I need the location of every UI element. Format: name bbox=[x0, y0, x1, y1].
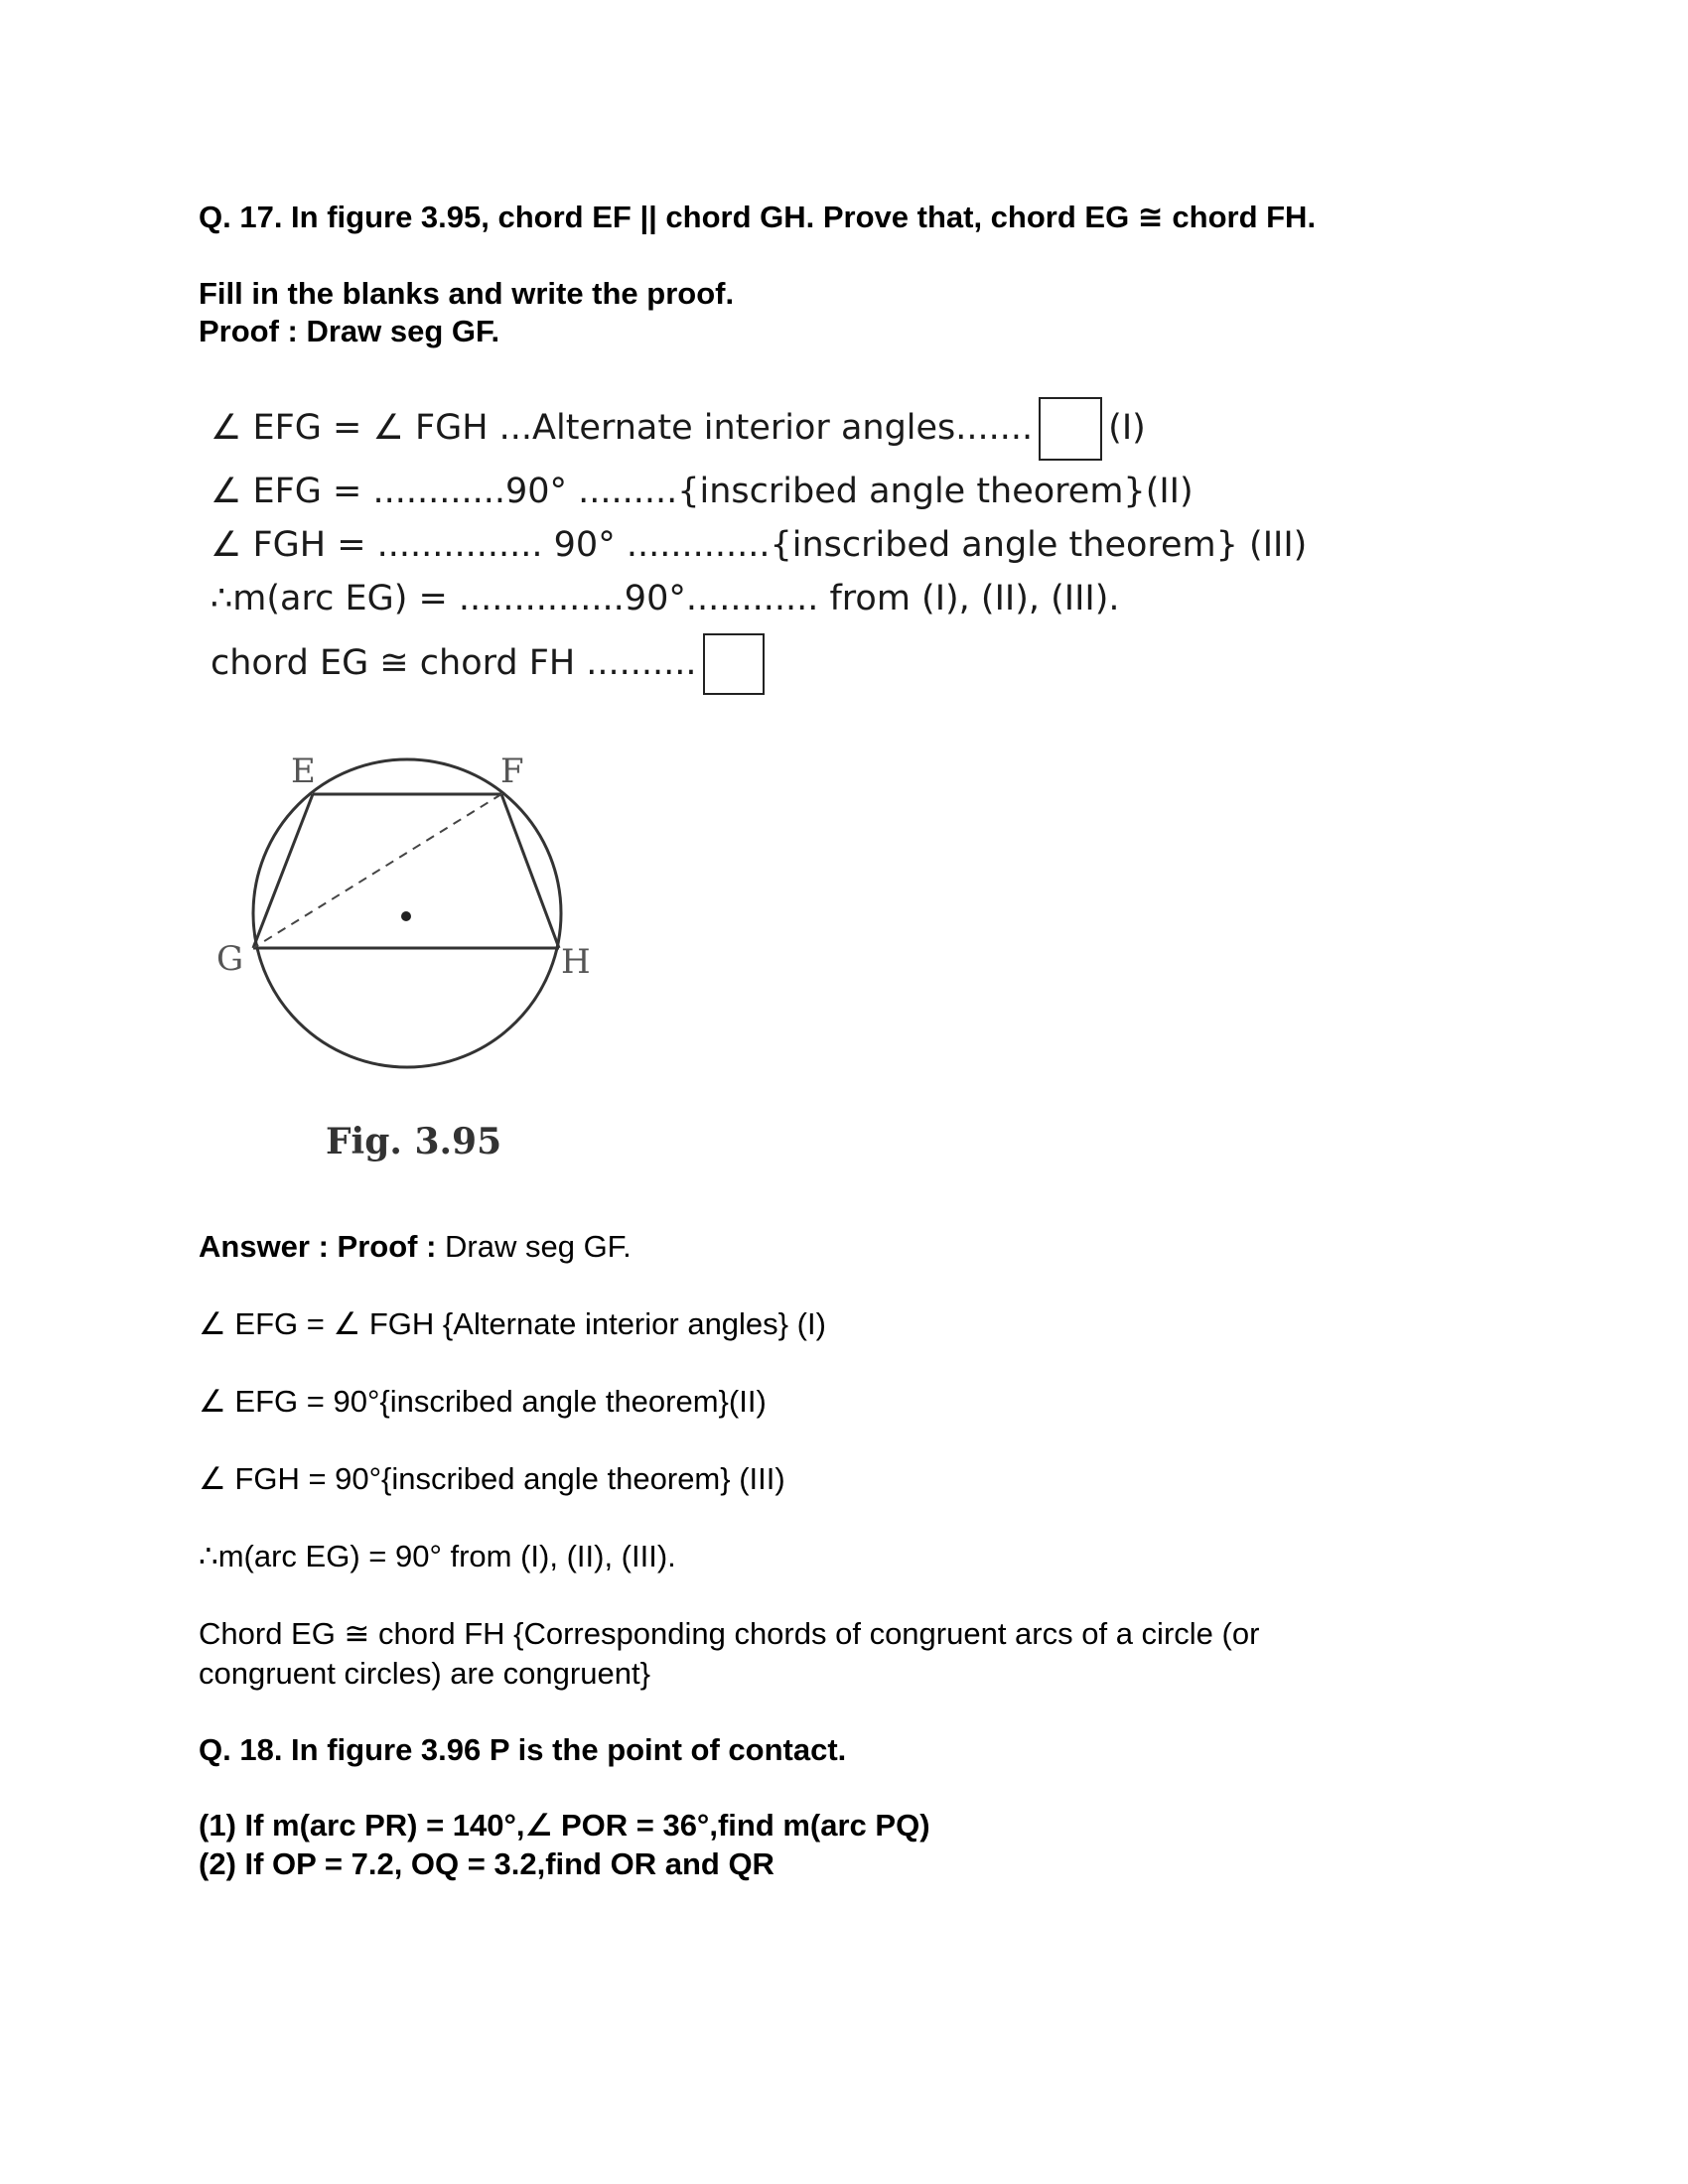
chord-eg bbox=[253, 794, 313, 948]
fill-line-4: ∴m(arc EG) = ...............90°............ from (I), (II), (III). bbox=[211, 579, 1120, 618]
instruction-text: Fill in the blanks and write the proof. bbox=[199, 276, 735, 311]
fill-line-2: ∠ EFG = ............90° .........{inscribed angle theorem}(II) bbox=[211, 472, 1194, 511]
question-18-part-2: (2) If OP = 7.2, OQ = 3.2,find OR and QR bbox=[199, 1846, 774, 1881]
fill-line-5 bbox=[211, 633, 771, 695]
fill-line-1-text: ∠ EFG = ∠ FGH ...Alternate interior angles....... bbox=[211, 408, 1034, 448]
answer-intro-text: Draw seg GF. bbox=[436, 1229, 632, 1264]
fill-line-3: ∠ FGH = ............... 90° .............{inscribed angle theorem} (III) bbox=[211, 525, 1308, 565]
answer-line-2: ∠ EFG = 90°{inscribed angle theorem}(II) bbox=[199, 1384, 767, 1419]
answer-label: Answer : Proof : bbox=[199, 1229, 437, 1264]
figure-3-95 bbox=[209, 747, 626, 1183]
answer-line-4: ∴m(arc EG) = 90° from (I), (II), (III). bbox=[199, 1539, 676, 1573]
fill-line-1-tail: (I) bbox=[1108, 408, 1146, 448]
center-point bbox=[401, 911, 411, 921]
fill-line-5-text: chord EG ≅ chord FH .......... bbox=[211, 643, 697, 683]
question-17-title: Q. 17. In figure 3.95, chord EF || chord GH. Prove that, chord EG ≅ chord FH. bbox=[199, 200, 1317, 234]
blank-box-2[interactable] bbox=[703, 633, 765, 695]
label-e: E bbox=[291, 751, 316, 791]
label-g: G bbox=[216, 939, 244, 979]
chord-fh bbox=[501, 794, 559, 948]
label-f: F bbox=[500, 751, 524, 791]
seg-gf-dashed bbox=[253, 794, 501, 948]
question-18-part-1: (1) If m(arc PR) = 140°,∠ POR = 36°,find m(arc PQ) bbox=[199, 1808, 930, 1843]
answer-line-5: Chord EG ≅ chord FH {Corresponding chords of congruent arcs of a circle (or congruent circles) are congruent} bbox=[199, 1616, 1260, 1691]
blank-box-1[interactable] bbox=[1039, 397, 1102, 461]
figure-caption: Fig. 3.95 bbox=[326, 1121, 502, 1162]
fill-line-1 bbox=[211, 397, 1146, 461]
question-18-title: Q. 18. In figure 3.96 P is the point of contact. bbox=[199, 1732, 847, 1767]
answer-line-1: ∠ EFG = ∠ FGH {Alternate interior angles} (I) bbox=[199, 1306, 826, 1341]
answer-line-3: ∠ FGH = 90°{inscribed angle theorem} (III) bbox=[199, 1461, 785, 1496]
answer-intro bbox=[199, 1227, 632, 1267]
proof-intro: Proof : Draw seg GF. bbox=[199, 314, 500, 348]
label-h: H bbox=[561, 942, 591, 982]
